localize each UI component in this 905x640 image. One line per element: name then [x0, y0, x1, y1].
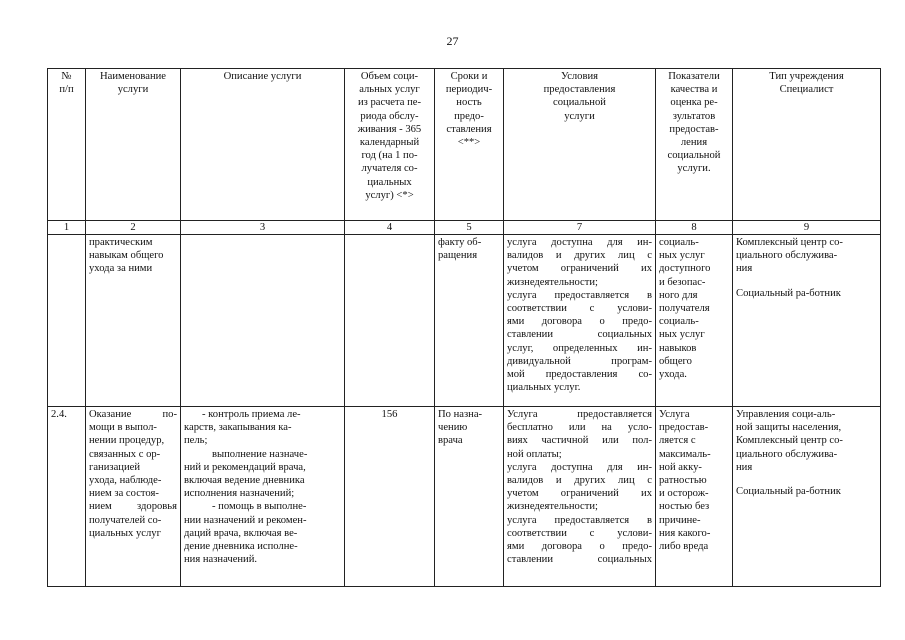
- table-row: [48, 407, 881, 587]
- quality-indicators: Услуга предостав- ляется с максималь- ной акку- ратностью и осторож- ностью без причине- ния какого- либо вреда: [656, 407, 733, 587]
- quality-indicators: социаль- ных услуг доступного и безопас- ного для получателя социаль- ных услуг навыков общего ухода.: [656, 235, 733, 407]
- service-description: [181, 235, 345, 407]
- service-conditions: Услуга предоставляется бесплатно или на усло- виях частичной или пол- ной оплаты; услуга доступна для ин- валидов и других лиц с учетом ограничений их жизнедеятельности; услуга предоставляется в соответствии с услови- ями договора о предо- ставлении социальных: [504, 407, 656, 587]
- header-terms: Сроки и периодич- ность предо- ставления <**>: [435, 69, 504, 221]
- page-number: 27: [446, 34, 459, 48]
- header-institution: Тип учреждения Специалист: [733, 69, 881, 221]
- column-number: 5: [435, 221, 504, 235]
- column-number-row: [48, 221, 881, 235]
- service-description: - контроль приема ле- карств, закапывания ка- пель; выполнение назначе- ний и рекомендаций врача, включая ведение дневника исполнения назначений; - помощь в выполне- нии назначений и рекомен- даций врача, включая ве- дение дневника исполне- ния назначений.: [181, 407, 345, 587]
- service-name: практическим навыкам общего ухода за ними: [86, 235, 181, 407]
- service-terms: По назна- чению врача: [435, 407, 504, 587]
- header-service-name: Наименование услуги: [86, 69, 181, 221]
- column-number: 3: [181, 221, 345, 235]
- service-terms: факту об- ращения: [435, 235, 504, 407]
- header-indicators: Показатели качества и оценка ре- зультатов предостав- ления социальной услуги.: [656, 69, 733, 221]
- column-number: 2: [86, 221, 181, 235]
- column-number: 9: [733, 221, 881, 235]
- column-number: 7: [504, 221, 656, 235]
- table-row: [48, 235, 881, 407]
- column-number: 1: [48, 221, 86, 235]
- header-conditions: Условия предоставления социальной услуги: [504, 69, 656, 221]
- header-description: Описание услуги: [181, 69, 345, 221]
- scan-artifact: [700, 632, 820, 634]
- service-volume: [345, 235, 435, 407]
- column-number: 4: [345, 221, 435, 235]
- row-number: 2.4.: [48, 407, 86, 587]
- services-table: [47, 68, 881, 587]
- service-conditions: услуга доступна для ин- валидов и других лиц с учетом ограничений их жизнедеятельности; услуга предоставляется в соответствии с услови- ями договора о предо- ставлении социальных услуг, определенных ин- дивидуальной програм- мой предоставления со- циальных услуг.: [504, 235, 656, 407]
- institution-type: Управления соци-аль- ной защиты населения, Комплексный центр со- циального обслужива- ния Социальный ра-ботник: [733, 407, 881, 587]
- row-number: [48, 235, 86, 407]
- header-volume: Объем соци- альных услуг из расчета пе- риода обслу- живания - 365 календарный год (на 1 по- лучателя со- циальных услуг) <*>: [345, 69, 435, 221]
- column-number: 8: [656, 221, 733, 235]
- specialist: Социальный ра-ботник: [736, 287, 841, 299]
- header-row: [48, 69, 881, 221]
- specialist: Социальный ра-ботник: [736, 486, 841, 498]
- service-name: Оказание по- мощи в выпол- нении процедур, связанных с ор- ганизацией ухода, наблюде- нием за состоя- нием здоровья получателей со- циальных услуг: [86, 407, 181, 587]
- service-volume: 156: [345, 407, 435, 587]
- header-number: № п/п: [48, 69, 86, 221]
- institution-type: Комплексный центр со- циального обслужива- ния Социальный ра-ботник: [733, 235, 881, 407]
